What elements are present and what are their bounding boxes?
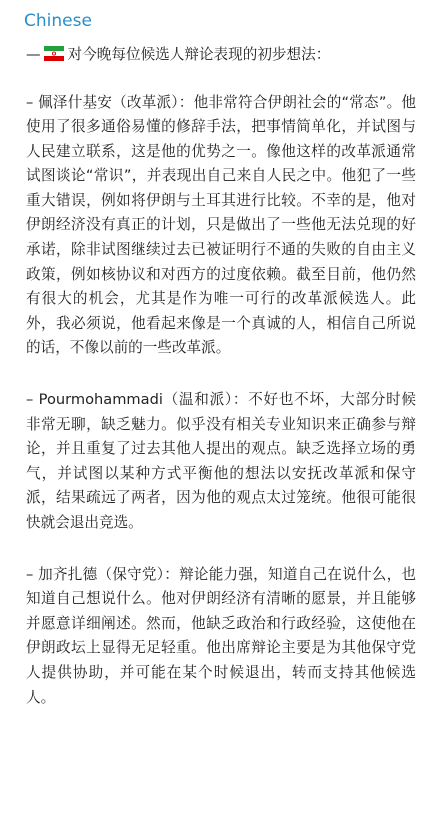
translation-body xyxy=(26,43,416,710)
intro-dash: — xyxy=(26,46,41,63)
intro-line xyxy=(26,43,416,67)
candidate-ghazizadeh-paragraph: – 加齐扎德（保守党）：辩论能力强，知道自己在说什么，也知道自己想说什么。他对伊朗经济有清晰的愿景，并且能够并愿意详细阐述。然而，他缺乏政治和行政经验，这使他在伊朗政坛上显得无足轻重。他出席辩论主要是为其他保守党人提供协助，并可能在某个时候退出，转而支持其他候选人。 xyxy=(26,565,416,706)
candidate-pourmohammadi-paragraph: – Pourmohammadi（温和派）：不好也不坏，大部分时候非常无聊，缺乏魅力。似乎没有相关专业知识来正确参与辩论，并且重复了过去其他人提出的观点。缺乏选择立场的勇气，并试图以某种方式平衡他的想法以安抚改革派和保守派，结果疏远了两者，因为他的观点太过笼统。他很可能很快就会退出竞选。 xyxy=(26,391,416,531)
intro-text: 对今晚每位候选人辩论表现的初步想法： xyxy=(67,46,331,63)
candidate-pezeshkian-paragraph: – 佩泽什基安（改革派）：他非常符合伊朗社会的“常态”。他使用了很多通俗易懂的修辞手法，把事情简单化，并试图与人民建立联系，这是他的优势之一。像他这样的改革派通常试图谈论“常识”，并表现出自己来自人民之中。他犯了一些重大错误，例如将伊朗与土耳其进行比较。不幸的是，他对伊朗经济没有真正的计划，只是做出了一些他无法兑现的好承诺，除非试图继续过去已被证明行不通的失败的自由主义政策，例如核协议和对西方的过度依赖。截至目前，他仍然有很大的机会，尤其是作为唯一可行的改革派候选人。此外，我必须说，他看起来像是一个真诚的人，相信自己所说的话，不像以前的一些改革派。 xyxy=(26,93,416,357)
iran-flag-icon xyxy=(44,46,64,61)
language-heading: Chinese xyxy=(24,11,92,31)
